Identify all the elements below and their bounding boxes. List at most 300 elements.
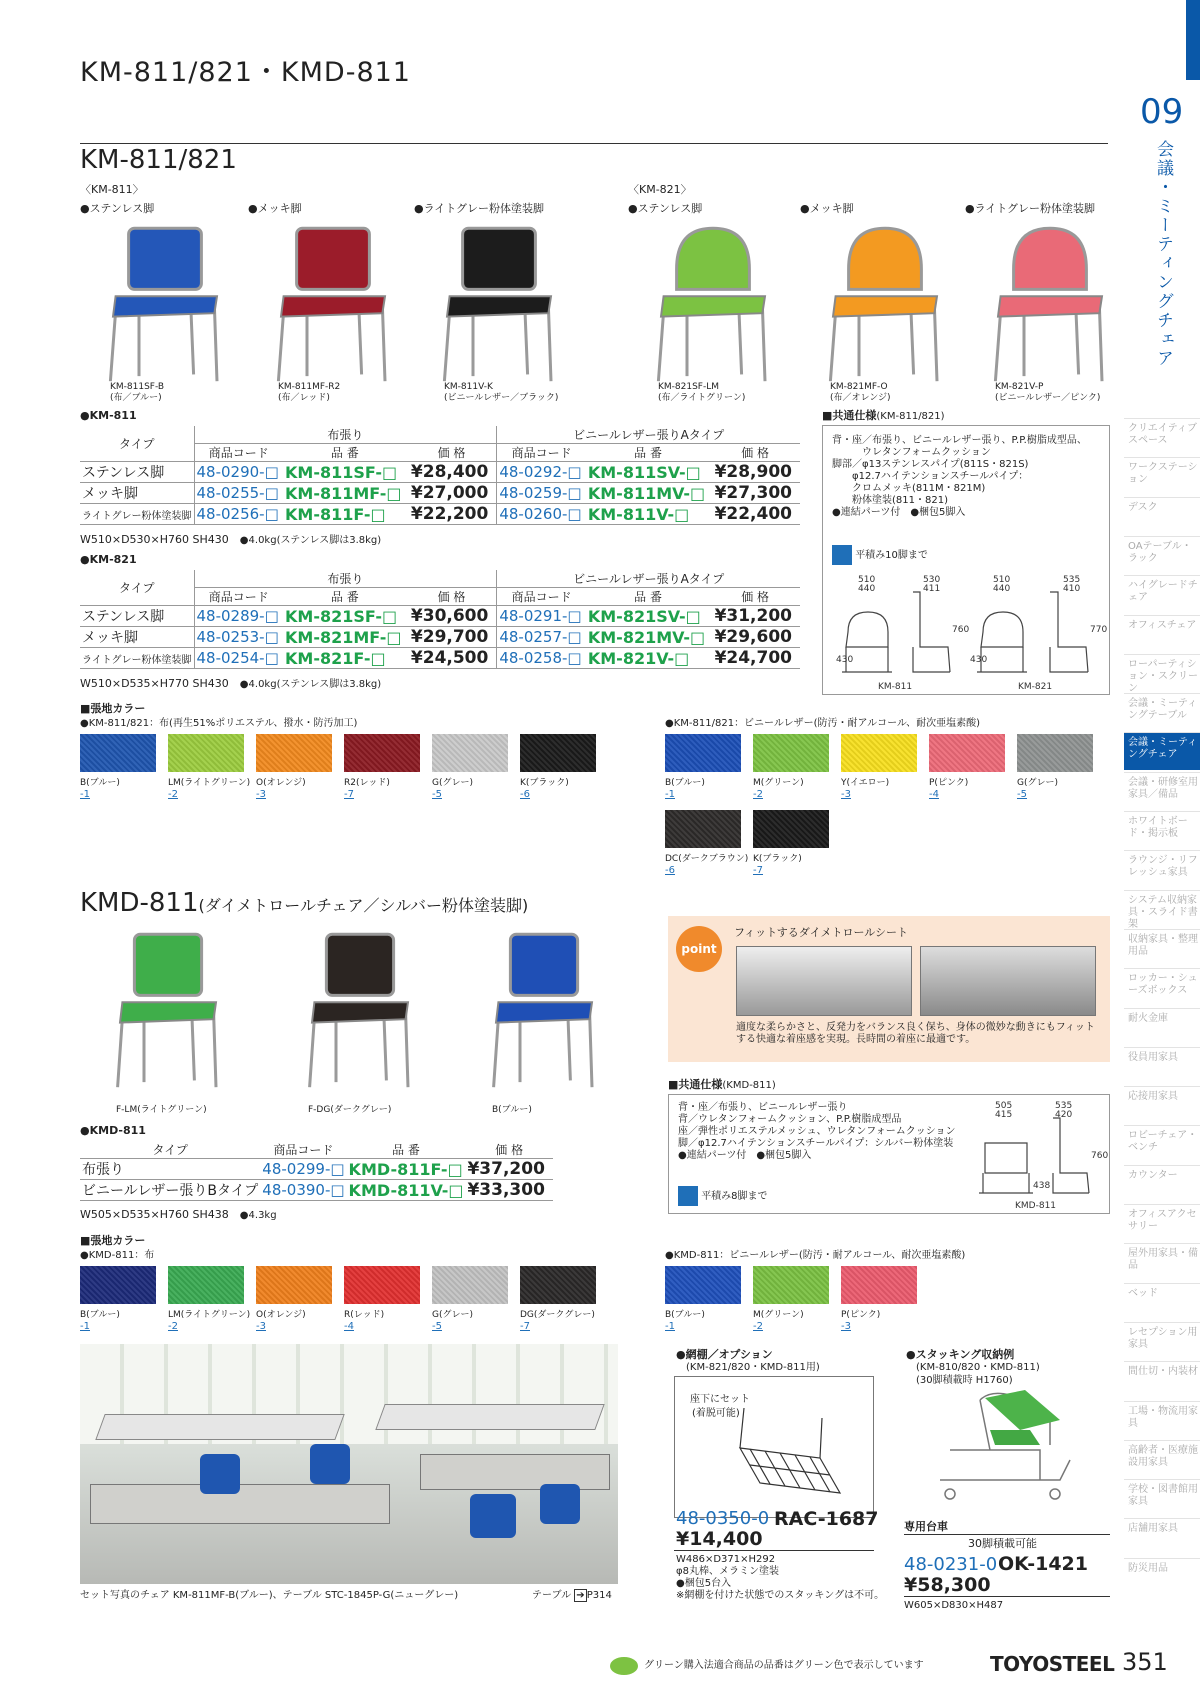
- dim-w: 505: [995, 1101, 1013, 1111]
- dim-d1: 530: [923, 575, 941, 585]
- drawing-label-km821: KM-821: [1018, 682, 1053, 692]
- sidebar-item[interactable]: ローパーティション・スクリーン: [1124, 654, 1200, 692]
- chair-desc: (布／オレンジ): [830, 393, 891, 403]
- swatch-name: R(レッド): [344, 1310, 385, 1320]
- color-swatch[interactable]: [520, 734, 596, 772]
- table-cell: 48-0260-□: [497, 504, 586, 525]
- color-swatch[interactable]: [256, 734, 332, 772]
- dim-db: 420: [1055, 1110, 1073, 1120]
- chair-code: KM-811V-K: [444, 382, 493, 392]
- sidebar-item[interactable]: カウンター: [1124, 1165, 1200, 1203]
- swatch-code: -5: [432, 789, 442, 800]
- spec-title-kmd: [668, 1078, 776, 1093]
- th-col: タイプ: [80, 1141, 260, 1159]
- chair-code: KM-811SF-B: [110, 382, 165, 392]
- rack-divider: [674, 1550, 874, 1551]
- table-cell: KM-821MF-□: [283, 627, 407, 648]
- spec-line: 脚部／φ13ステンレスパイプ(811S・821S): [832, 459, 1029, 470]
- swatch-code: -6: [665, 865, 675, 876]
- stack-note-kmd: [678, 1186, 768, 1206]
- table-cell: 48-0253-□: [194, 627, 283, 648]
- vinyl-sub-km: ●KM-811/821：ビニールレザー(防汚・耐アルコール、耐次亜塩素酸): [665, 718, 981, 729]
- swatch-name: P(ピンク): [929, 778, 969, 788]
- swatch-code: -3: [256, 1321, 266, 1332]
- price-table: [80, 570, 800, 669]
- dim-w1: 510: [858, 575, 876, 585]
- color-swatch[interactable]: [80, 1266, 156, 1304]
- sidebar-item[interactable]: ホワイトボード・掲示板: [1124, 811, 1200, 849]
- color-swatch[interactable]: [665, 1266, 741, 1304]
- table-label-km811: ●KM-811: [80, 409, 137, 422]
- chair-image: [648, 218, 778, 388]
- stack-cart-image: [930, 1390, 1080, 1514]
- table-row: [80, 1180, 553, 1201]
- th-col: 価 格: [407, 444, 497, 462]
- swatch-name: K(ブラック): [520, 778, 569, 788]
- divider: [80, 143, 1108, 144]
- stack-text: 平積み8脚まで: [701, 1191, 768, 1202]
- sidebar-item[interactable]: デスク: [1124, 497, 1200, 535]
- dimension-drawing-km: [828, 572, 1108, 692]
- table-row: [80, 648, 800, 669]
- table-cell: KM-811V-□: [586, 504, 710, 525]
- table-cell: ¥28,400: [407, 462, 497, 483]
- point-title: フィットするダイメトロールシート: [734, 926, 908, 939]
- swatch-name: G(グレー): [1017, 778, 1058, 788]
- weight-text: ●4.0kg(ステンレス脚は3.8kg): [239, 535, 382, 546]
- table-cell: KM-811SV-□: [586, 462, 710, 483]
- chair-image: [108, 924, 228, 1094]
- table-cell: 48-0289-□: [194, 606, 283, 627]
- color-swatch[interactable]: [344, 734, 420, 772]
- sidebar-item[interactable]: 防災用品: [1124, 1558, 1200, 1596]
- swatch-name: K(ブラック): [753, 854, 802, 864]
- chair-image: [434, 218, 564, 388]
- dim-d1b: 411: [923, 584, 941, 594]
- color-swatch[interactable]: [753, 810, 829, 848]
- stack-sub1: (KM-810/820・KMD-811): [916, 1362, 1040, 1373]
- swatch-name: B(ブルー): [80, 778, 120, 788]
- table-row: [80, 606, 800, 627]
- color-swatch[interactable]: [256, 1266, 332, 1304]
- rack-image: [720, 1398, 850, 1508]
- table-cell: ライトグレー粉体塗装脚: [80, 504, 194, 525]
- spec-line: W486×D371×H292: [676, 1554, 776, 1565]
- dim-h: 760: [1091, 1151, 1109, 1161]
- th-col: 品 番: [347, 1141, 466, 1159]
- table-cell: 48-0255-□: [194, 483, 283, 504]
- swatch-code: -5: [1017, 789, 1027, 800]
- th-col: 商品コード: [194, 444, 283, 462]
- color-swatch[interactable]: [665, 734, 741, 772]
- kmd-title-sub: (ダイメトロールチェア／シルバー粉体塗装脚): [198, 896, 529, 915]
- table-cell: メッキ脚: [80, 627, 194, 648]
- chair-desc: (布／ライトグリーン): [658, 393, 746, 403]
- th-col: 価 格: [710, 588, 800, 606]
- stack-icon: [678, 1186, 698, 1206]
- table-cell: 48-0390-□: [262, 1181, 345, 1199]
- sidebar-item[interactable]: システム収納家具・スライド書架: [1124, 890, 1200, 928]
- dim-d2b: 410: [1063, 584, 1081, 594]
- chair-image: [820, 218, 950, 388]
- swatch-name: M(グリーン): [753, 778, 804, 788]
- cart-part: OK-1421: [998, 1553, 1088, 1575]
- dims-text: W505×D535×H760 SH438: [80, 1208, 229, 1221]
- green-mark-icon: [610, 1657, 638, 1675]
- point-photo-2: [920, 946, 1096, 1016]
- chair-leg-label: ●ステンレス脚: [80, 202, 155, 215]
- table-cell: KM-821V-□: [586, 648, 710, 669]
- th-col: 商品コード: [260, 1141, 346, 1159]
- table-cell: KM-821F-□: [283, 648, 407, 669]
- color-swatch[interactable]: [841, 734, 917, 772]
- rack-code: 48-0350-0: [676, 1508, 770, 1529]
- page-title: KM-811/821・KMD-811: [80, 57, 411, 88]
- swatch-code: -7: [520, 1321, 530, 1332]
- sidebar-item[interactable]: OAテーブル・ラック: [1124, 536, 1200, 574]
- sidebar-item[interactable]: ロビーチェア・ベンチ: [1124, 1125, 1200, 1163]
- table-cell: KM-811SF-□: [283, 462, 407, 483]
- stack-sub2: (30脚積載時 H1760): [916, 1375, 1013, 1386]
- table-cell: メッキ脚: [80, 483, 194, 504]
- spec-line: ウレタンフォームクッション: [832, 447, 991, 458]
- photo-ref-page: P314: [586, 1590, 612, 1601]
- color-swatch[interactable]: [841, 1266, 917, 1304]
- km811-label: 〈KM-811〉: [80, 183, 144, 196]
- table-cell: ¥29,700: [407, 627, 497, 648]
- table-cell: 布張り: [80, 1159, 260, 1180]
- chair-leg-label: ●ライトグレー粉体塗装脚: [965, 202, 1096, 215]
- price-table: [80, 426, 800, 525]
- fabric-title-kmd: ■張地カラー: [80, 1234, 146, 1247]
- swatch-code: -1: [665, 1321, 675, 1332]
- chair-image: [100, 218, 230, 388]
- chair-image: [268, 218, 398, 388]
- cart-price: ¥58,300: [904, 1574, 991, 1596]
- dim-d: 535: [1055, 1101, 1073, 1111]
- page-number: 351: [1122, 1648, 1168, 1676]
- sidebar-tab-marker: [1186, 0, 1200, 80]
- table-cell: ¥28,900: [710, 462, 800, 483]
- swatch-name: DC(ダークブラウン): [665, 854, 749, 864]
- spec-line: 脚／φ12.7ハイテンションスチールパイプ：シルバー粉体塗装: [678, 1138, 954, 1149]
- spec-line: 背・座／布張り、ビニールレザー張り: [678, 1102, 848, 1113]
- price-table-kmd: [80, 1141, 553, 1201]
- swatch-name: Y(イエロー): [841, 778, 890, 788]
- chair-image: [985, 218, 1115, 388]
- color-swatch[interactable]: [665, 810, 741, 848]
- cart-dims: W605×D830×H487: [904, 1600, 1004, 1611]
- spec-sub: (KMD-811): [722, 1080, 776, 1091]
- table-cell: 48-0292-□: [497, 462, 586, 483]
- table-label-kmd: ●KMD-811: [80, 1124, 146, 1137]
- sidebar-item[interactable]: クリエイティブスペース: [1124, 418, 1200, 456]
- spec-line: 座／弾性ポリエステルメッシュ、ウレタンフォームクッション: [678, 1126, 956, 1137]
- swatch-name: B(ブルー): [80, 1310, 120, 1320]
- spec-line: ●梱包5台入: [676, 1578, 732, 1589]
- swatch-name: LM(ライトグリーン): [168, 1310, 251, 1320]
- color-swatch[interactable]: [432, 734, 508, 772]
- sidebar-item[interactable]: ベッド: [1124, 1283, 1200, 1321]
- sidebar-item[interactable]: 店舗用家具: [1124, 1518, 1200, 1556]
- table-cell: ライトグレー粉体塗装脚: [80, 648, 194, 669]
- table-cell: KMD-811F-□: [347, 1159, 466, 1180]
- table-cell: 48-0257-□: [497, 627, 586, 648]
- weight-text: ●4.0kg(ステンレス脚は3.8kg): [239, 679, 382, 690]
- sidebar-item[interactable]: 役員用家具: [1124, 1047, 1200, 1085]
- sidebar-item[interactable]: オフィスアクセサリー: [1124, 1204, 1200, 1242]
- dims-km821: [80, 677, 381, 692]
- swatch-code: -2: [753, 1321, 763, 1332]
- th-type: タイプ: [80, 570, 194, 606]
- dims-km811: [80, 533, 381, 548]
- sidebar-item[interactable]: レセプション用家具: [1124, 1322, 1200, 1360]
- color-swatch[interactable]: [753, 734, 829, 772]
- th-col: 品 番: [586, 588, 710, 606]
- spec-title: ■共通仕様: [822, 409, 877, 422]
- sidebar-item[interactable]: 収納家具・整理用品: [1124, 929, 1200, 967]
- chair-image: [484, 924, 604, 1094]
- dim-w2: 510: [993, 575, 1011, 585]
- table-row: [80, 627, 800, 648]
- dim-sh: 438: [1033, 1181, 1051, 1191]
- table-cell: ¥24,700: [710, 648, 800, 669]
- rack-price: ¥14,400: [676, 1528, 763, 1550]
- chair-code: KM-821MF-O: [830, 382, 888, 392]
- swatch-name: P(ピンク): [841, 1310, 881, 1320]
- swatch-code: -1: [80, 789, 90, 800]
- swatch-name: O(オレンジ): [256, 778, 306, 788]
- dim-d2: 535: [1063, 575, 1081, 585]
- dims-text: W510×D530×H760 SH430: [80, 533, 229, 546]
- footer-note: グリーン購入法適合商品の品番はグリーン色で表示しています: [644, 1660, 924, 1671]
- th-col: 商品コード: [497, 588, 586, 606]
- chair-code: KM-821SF-LM: [658, 382, 720, 392]
- color-swatch[interactable]: [168, 734, 244, 772]
- table-cell: 48-0254-□: [194, 648, 283, 669]
- stack-icon: [832, 545, 852, 565]
- spec-line: クロムメッキ(811M・821M): [832, 483, 986, 494]
- swatch-code: -7: [344, 789, 354, 800]
- spec-line: φ8丸棒、メラミン塗装: [676, 1566, 779, 1577]
- km821-label: 〈KM-821〉: [628, 183, 692, 196]
- table-cell: KM-811MV-□: [586, 483, 710, 504]
- dim-w2b: 440: [993, 584, 1011, 594]
- section-title-km: KM-811/821: [80, 145, 237, 175]
- table-cell: ステンレス脚: [80, 606, 194, 627]
- chair-desc: (ビニールレザー／ピンク): [995, 393, 1101, 403]
- table-row: [80, 504, 800, 525]
- swatch-code: -4: [344, 1321, 354, 1332]
- th-cloth: 布張り: [194, 426, 497, 444]
- table-cell: KM-811MF-□: [283, 483, 407, 504]
- stack-title: ●スタッキング収納例: [906, 1348, 1015, 1361]
- swatch-code: -4: [929, 789, 939, 800]
- sidebar-item[interactable]: 屋外用家具・備品: [1124, 1243, 1200, 1281]
- chair-desc: (ビニールレザー／ブラック): [444, 393, 559, 403]
- point-badge: point: [676, 926, 722, 972]
- swatch-code: -2: [168, 1321, 178, 1332]
- th-col: 商品コード: [194, 588, 283, 606]
- chair-code: KM-811MF-R2: [278, 382, 341, 392]
- sidebar-item[interactable]: 間仕切・内装材: [1124, 1361, 1200, 1399]
- color-swatch[interactable]: [168, 1266, 244, 1304]
- chapter-number: 09: [1140, 92, 1184, 132]
- swatch-name: R2(レッド): [344, 778, 390, 788]
- kmd-title: KMD-811: [80, 888, 199, 918]
- table-cell: ¥29,600: [710, 627, 800, 648]
- table-cell: 48-0258-□: [497, 648, 586, 669]
- sidebar-item[interactable]: オフィスチェア: [1124, 615, 1200, 653]
- sidebar-item[interactable]: 会議・ミーティングテーブル: [1124, 693, 1200, 731]
- table-cell: 48-0290-□: [194, 462, 283, 483]
- th-col: 価 格: [407, 588, 497, 606]
- table-cell: ¥37,200: [465, 1159, 552, 1180]
- table-cell: KMD-811V-□: [348, 1180, 464, 1200]
- color-swatch[interactable]: [1017, 734, 1093, 772]
- cart-divider: [904, 1534, 1110, 1535]
- chair-desc: (布／レッド): [278, 393, 330, 403]
- th-col: 品 番: [586, 444, 710, 462]
- stack-text: 平積み10脚まで: [855, 550, 928, 561]
- sidebar-item[interactable]: 会議・研修室用家具／備品: [1124, 772, 1200, 810]
- sidebar-item[interactable]: 会議・ミーティングチェア: [1124, 732, 1200, 770]
- chair-leg-label: ●ライトグレー粉体塗装脚: [414, 202, 545, 215]
- swatch-code: -3: [841, 789, 851, 800]
- table-cell: ¥27,000: [407, 483, 497, 504]
- table-cell: ¥30,600: [407, 606, 497, 627]
- swatch-name: DG(ダークグレー): [520, 1310, 595, 1320]
- swatch-code: -2: [168, 789, 178, 800]
- table-cell: ¥31,200: [710, 606, 800, 627]
- color-swatch[interactable]: [753, 1266, 829, 1304]
- dims-text: W510×D535×H770 SH430: [80, 677, 229, 690]
- dim-h1: 760: [952, 625, 970, 635]
- spec-line: 背／ウレタンフォームクッション、P.P.樹脂成型品: [678, 1114, 902, 1125]
- drawing-label-km811: KM-811: [878, 682, 913, 692]
- chapter-title: 会議・ミーティングチェア: [1153, 140, 1173, 368]
- table-cell: 48-0256-□: [194, 504, 283, 525]
- table-cell: 48-0291-□: [497, 606, 586, 627]
- fabric-title-km: ■張地カラー: [80, 702, 146, 715]
- swatch-code: -2: [753, 789, 763, 800]
- spec-line: φ12.7ハイテンションスチールパイプ：: [832, 471, 1029, 482]
- dims-kmd: [80, 1208, 277, 1223]
- table-cell: KM-821SV-□: [586, 606, 710, 627]
- th-cloth: 布張り: [194, 570, 497, 588]
- table-cell: KM-821SF-□: [283, 606, 407, 627]
- sidebar-item[interactable]: ワークステーション: [1124, 457, 1200, 495]
- table-cell: 48-0259-□: [497, 483, 586, 504]
- chair-code: KM-821V-P: [995, 382, 1044, 392]
- spec-line: ●連結パーツ付 ●梱包5脚入: [832, 507, 966, 518]
- chair-code: F-LM(ライトグリーン): [116, 1105, 207, 1115]
- spec-title: ■共通仕様: [668, 1078, 723, 1091]
- chair-leg-label: ●メッキ脚: [248, 202, 302, 215]
- cart-code: 48-0231-0: [904, 1554, 998, 1575]
- dim-w1b: 440: [858, 584, 876, 594]
- spec-line: 粉体塗装(811・821): [832, 495, 948, 506]
- table-row: [80, 1159, 553, 1180]
- swatch-name: B(ブルー): [665, 778, 705, 788]
- th-col: 品 番: [283, 444, 407, 462]
- chair-leg-label: ●メッキ脚: [800, 202, 854, 215]
- th-col: 価 格: [710, 444, 800, 462]
- stack-note-km: [832, 545, 928, 565]
- rack-title: ●網棚／オプション: [676, 1348, 773, 1361]
- fabric-sub-kmd: ●KMD-811：布: [80, 1250, 155, 1261]
- dim-sh2: 430: [970, 655, 988, 665]
- table-cell: KM-811F-□: [283, 504, 407, 525]
- point-text: 適度な柔らかさと、反発力をバランス良く保ち、身体の微妙な動きにもフィットする快適な着座感を実現。長時間の着座に最適です。: [736, 1022, 1095, 1045]
- spec-sub: (KM-811/821): [876, 411, 945, 422]
- spec-title-km: [822, 409, 945, 424]
- photo-caption: セット写真のチェア KM-811MF-B(ブルー)、テーブル STC-1845P-G(ニューグレー): [80, 1590, 459, 1601]
- section-title-kmd: [80, 888, 528, 918]
- swatch-name: LM(ライトグリーン): [168, 778, 251, 788]
- spec-line: ●連結パーツ付 ●梱包5脚入: [678, 1150, 812, 1161]
- rack-sub: (KM-821/820・KMD-811用): [686, 1362, 820, 1373]
- dimension-drawing-kmd: [975, 1098, 1109, 1210]
- sidebar-item[interactable]: ロッカー・シューズボックス: [1124, 968, 1200, 1006]
- rack-part: RAC-1687: [774, 1508, 879, 1530]
- table-cell: ステンレス脚: [80, 462, 194, 483]
- color-swatch[interactable]: [520, 1266, 596, 1304]
- set-photo: [80, 1344, 618, 1584]
- sidebar-item[interactable]: ラウンジ・リフレッシュ家具: [1124, 850, 1200, 888]
- weight-text: ●4.3kg: [239, 1210, 277, 1221]
- drawing-label-kmd: KMD-811: [1015, 1201, 1057, 1210]
- sidebar-item[interactable]: 応接用家具: [1124, 1086, 1200, 1124]
- brand-logo: TOYOSTEEL: [990, 1652, 1115, 1676]
- table-cell: ¥22,200: [407, 504, 497, 525]
- swatch-code: -7: [753, 865, 763, 876]
- sidebar-item[interactable]: 工場・物流用家具: [1124, 1401, 1200, 1439]
- cart-capacity: 30脚積載可能: [968, 1537, 1037, 1550]
- arrow-icon: ➔: [576, 1590, 585, 1601]
- rack-note2: (着脱可能): [692, 1408, 740, 1419]
- table-row: [80, 462, 800, 483]
- chair-image: [300, 924, 420, 1094]
- table-label-km821: ●KM-821: [80, 553, 137, 566]
- sidebar-item[interactable]: 耐火金庫: [1124, 1008, 1200, 1046]
- th-col: 商品コード: [497, 444, 586, 462]
- th-col: 価 格: [465, 1141, 552, 1159]
- spec-line: 背・座／布張り、ビニールレザー張り、P.P.樹脂成型品、: [832, 435, 1087, 446]
- swatch-code: -5: [432, 1321, 442, 1332]
- chair-code: B(ブルー): [492, 1105, 532, 1115]
- swatch-code: -3: [841, 1321, 851, 1332]
- color-swatch[interactable]: [929, 734, 1005, 772]
- table-cell: ¥27,300: [710, 483, 800, 504]
- table-cell: KM-821MV-□: [586, 627, 710, 648]
- swatch-name: B(ブルー): [665, 1310, 705, 1320]
- color-swatch[interactable]: [344, 1266, 420, 1304]
- table-cell: ¥24,500: [407, 648, 497, 669]
- sidebar-item[interactable]: 高齢者・医療施設用家具: [1124, 1440, 1200, 1478]
- dim-h2: 770: [1090, 625, 1108, 635]
- color-swatch[interactable]: [80, 734, 156, 772]
- swatch-name: G(グレー): [432, 1310, 473, 1320]
- swatch-code: -1: [80, 1321, 90, 1332]
- sidebar-item[interactable]: 学校・図書館用家具: [1124, 1479, 1200, 1517]
- table-cell: ¥22,400: [710, 504, 800, 525]
- color-swatch[interactable]: [432, 1266, 508, 1304]
- vinyl-sub-kmd: ●KMD-811：ビニールレザー(防汚・耐アルコール、耐次亜塩素酸): [665, 1250, 966, 1261]
- rack-note1: 座下にセット: [690, 1394, 750, 1405]
- sidebar-item[interactable]: ハイグレードチェア: [1124, 575, 1200, 613]
- th-col: 品 番: [283, 588, 407, 606]
